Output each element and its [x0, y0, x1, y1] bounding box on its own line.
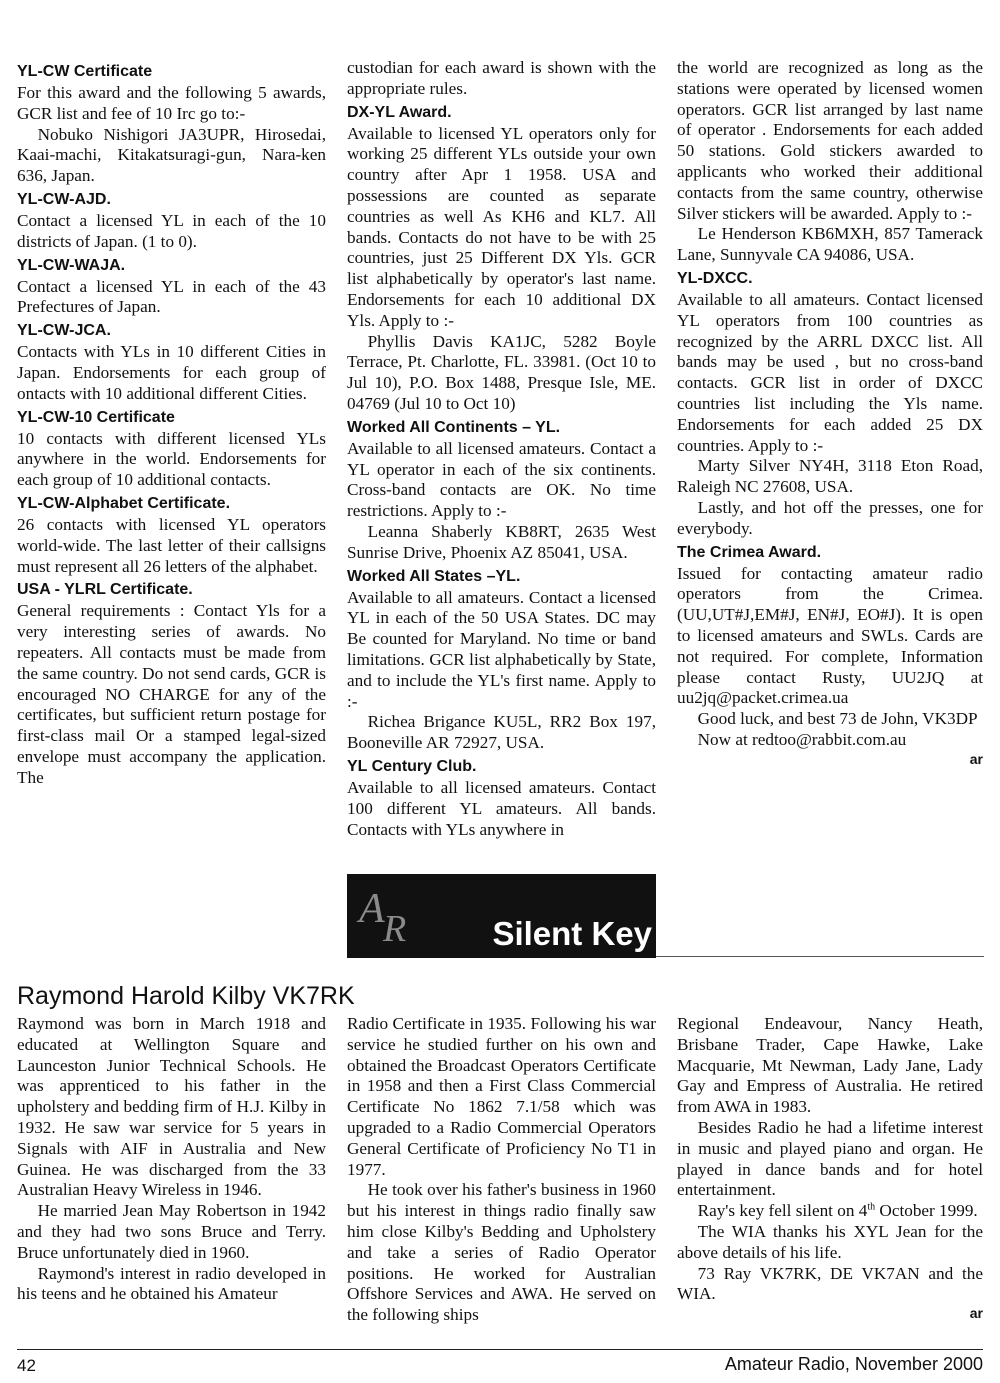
obituary-paragraph: The WIA thanks his XYL Jean for the above details of his life. [677, 1221, 983, 1262]
end-mark: ar [969, 750, 983, 767]
award-text: General requirements : Contact Yls for a very interesting series of awards. No repeaters. All contacts must be made from the same country. Do not send cards, GCR is encouraged NO CHARGE for any of the certificates, but sufficient return postage for first-class mail Or a stamped legal-sized envelope must accompany the application. The [17, 601, 326, 787]
award-address: Marty Silver NY4H, 3118 Eton Road, Raleigh NC 27608, USA. [677, 456, 983, 497]
award-heading: Worked All States –YL. [347, 567, 521, 585]
award-heading: YL-CW-WAJA. [17, 256, 126, 274]
award-heading: The Crimea Award. [677, 543, 822, 561]
award-text: Contacts with YLs in 10 different Cities in Japan. Endorsements for each group of ontacts with 10 additional different Cities. [17, 342, 326, 403]
obituary-column-3 [677, 1014, 983, 1321]
ar-logo [357, 888, 417, 950]
award-text: custodian for each award is shown with the appropriate rules. [347, 58, 656, 98]
end-mark: ar [969, 1305, 983, 1322]
obituary-column-2 [347, 1014, 656, 1326]
obituary-paragraph: Besides Radio he had a lifetime interest in music and played piano and organ. He played in dance bands and for hotel entertainment. [677, 1117, 983, 1200]
obituary-paragraph: Raymond's interest in radio developed in his teens and he obtained his Amateur [17, 1263, 326, 1304]
obituary-paragraph: He married Jean May Robertson in 1942 and they had two sons Bruce and Terry. Bruce unfortunately died in 1960. [17, 1201, 326, 1262]
sign-off: Good luck, and best 73 de John, VK3DP [697, 709, 978, 729]
award-text: Available to all licensed amateurs. Contact a YL operator in each of the six continents. Cross-band contacts are OK. No time restrictions. Apply to :- [347, 438, 656, 521]
award-heading: YL-CW-10 Certificate [17, 408, 175, 426]
award-heading: YL-CW-JCA. [17, 322, 111, 340]
award-address: Le Henderson KB6MXH, 857 Tamerack Lane, Sunnyvale CA 94086, USA. [677, 224, 983, 265]
publication-info: Amateur Radio, November 2000 [724, 1354, 983, 1374]
award-heading: YL-CW-Alphabet Certificate. [17, 494, 231, 512]
award-address: Nobuko Nishigori JA3UPR, Hirosedai, Kaai-machi, Kitakatsuragi-gun, Nara-ken 636, Japan. [17, 124, 326, 186]
award-heading: DX-YL Award. [347, 103, 452, 121]
award-text: the world are recognized as long as the stations were operated by licensed women operators. GCR list arranged by last name of operator . Endorsements for each added 50 stations. Gold stickers awarded to applicants who worked their additional contacts from the same country, otherwise Silver stickers will be awarded. Apply to :- [677, 58, 983, 223]
award-heading: USA - YLRL Certificate. [17, 581, 193, 599]
obituary-paragraph: Regional Endeavour, Nancy Heath, Brisbane Trader, Cape Hawke, Lake Macquarie, Mt Newman, Lady Jane, Lady Gay and Empress of Australia. He retired from AWA in 1983. [677, 1014, 983, 1117]
award-heading: YL Century Club. [347, 757, 477, 775]
award-address: Phyllis Davis KA1JC, 5282 Boyle Terrace, Pt. Charlotte, FL. 33981. (Oct 10 to Jul 10), P.O. Box 1488, Presque Isle, ME. 04769 (Jul 10 to Oct 10) [347, 331, 656, 413]
award-text: Available to licensed YL operators only for working 25 different YLs outside your own country after Apr 1 1958. USA and possessions are counted as separate countries as well As KH6 and KL7. All bands. Contacts do not have to be with 25 countries, just 25 Different DX Yls. GCR list alphabetically by operator's last name. Endorsements for each 10 additional DX Yls. Apply to :- [347, 123, 656, 330]
award-text: 10 contacts with different licensed YLs anywhere in the world. Endorsements for each group of 10 additional contacts. [17, 428, 326, 490]
award-address: Leanna Shaberly KB8RT, 2635 West Sunrise Drive, Phoenix AZ 85041, USA. [347, 521, 656, 562]
silent-key-banner [347, 874, 656, 958]
award-text: Available to all amateurs. Contact licensed YL operators from 100 countries as recognized by the ARRL DXCC list. All bands may be used , but no cross-band contacts. GCR list in order of DXCC countries list including the Yls name. Endorsements for each added 25 DX countries. Apply to :- [677, 289, 983, 455]
obituary-column-1 [17, 1014, 326, 1305]
obituary-paragraph: 73 Ray VK7RK, DE VK7AN and the WIA. [677, 1263, 983, 1304]
award-heading: YL-CW-AJD. [17, 190, 111, 208]
obituary-paragraph: Raymond was born in March 1918 and educated at Wellington Square and Launceston Junior Technical Schools. He was apprenticed to his father in the upholstery and bedding firm of H.J. Kilby in 1932. He saw war service for 5 years in Signals with AIF in Australia and New Guinea. He was discharged from the 33 Australian Heavy Wireless in 1946. [17, 1014, 326, 1200]
award-heading: YL-CW Certificate [17, 63, 153, 80]
section-title: Silent Key [492, 915, 652, 952]
award-text: Available to all amateurs. Contact a licensed YL in each of the 50 USA States. DC may Be counted for Maryland. No time or band limitations. GCR list alphabetically by State, and to include the YL's first name. Apply to :- [347, 587, 656, 711]
logo-letter-r: R [383, 908, 407, 950]
award-address: Richea Brigance KU5L, RR2 Box 197, Booneville AR 72927, USA. [347, 712, 656, 753]
award-text: Issued for contacting amateur radio operators from the Crimea. (UU,UT#J,EM#J, EN#J, EO#J). It is open to licensed amateurs and SWLs. Cards are not required. For complete, Information please contact Rusty, UU2JQ at uu2jq@packet.crimea.ua [677, 563, 983, 708]
award-text: 26 contacts with licensed YL operators world-wide. The last letter of their callsigns must represent all 26 letters of the alphabet. [17, 514, 326, 576]
logo-letter-a: A [359, 886, 385, 932]
awards-column-3 [677, 58, 983, 767]
award-text: Contact a licensed YL in each of the 10 districts of Japan. (1 to 0). [17, 210, 326, 251]
obituary-paragraph: He took over his father's business in 1960 but his interest in things radio finally saw him close Kilby's Bedding and Upholstery and take a series of Radio Operator positions. He worked for Australian Offshore Services and AWA. He served on the following ships [347, 1180, 656, 1325]
page-number: 42 [17, 1356, 36, 1375]
obituary-title: Raymond Harold Kilby VK7RK [17, 982, 355, 1010]
ordinal-suffix: th [867, 1201, 876, 1213]
awards-column-2 [347, 58, 656, 840]
contact-email: Now at redtoo@rabbit.com.au [697, 729, 907, 749]
obituary-paragraph: Radio Certificate in 1935. Following his war service he studied further on his own and obtained the Broadcast Operators Certificate in 1958 and then a First Class Commercial Certificate No 1862 7.1/58 which was upgraded to a Radio Commercial Operators General Certificate of Proficiency No T1 in 1977. [347, 1014, 656, 1179]
date-text: October 1999. [875, 1201, 978, 1221]
awards-column-1 [17, 61, 326, 789]
section-divider [656, 956, 984, 957]
footer-rule [17, 1349, 983, 1350]
award-text: Available to all licensed amateurs. Contact 100 different YL amateurs. All bands. Contacts with YLs anywhere in [347, 777, 656, 839]
date-text: Ray's key fell silent on 4 [697, 1201, 868, 1221]
award-heading: YL-DXCC. [677, 269, 753, 287]
award-heading: Worked All Continents – YL. [347, 418, 561, 436]
award-text: For this award and the following 5 awards, GCR list and fee of 10 Irc go to:- [17, 83, 326, 123]
obituary-paragraph [677, 1201, 983, 1222]
award-text: Lastly, and hot off the presses, one for everybody. [677, 497, 983, 538]
award-text: Contact a licensed YL in each of the 43 Prefectures of Japan. [17, 276, 326, 317]
